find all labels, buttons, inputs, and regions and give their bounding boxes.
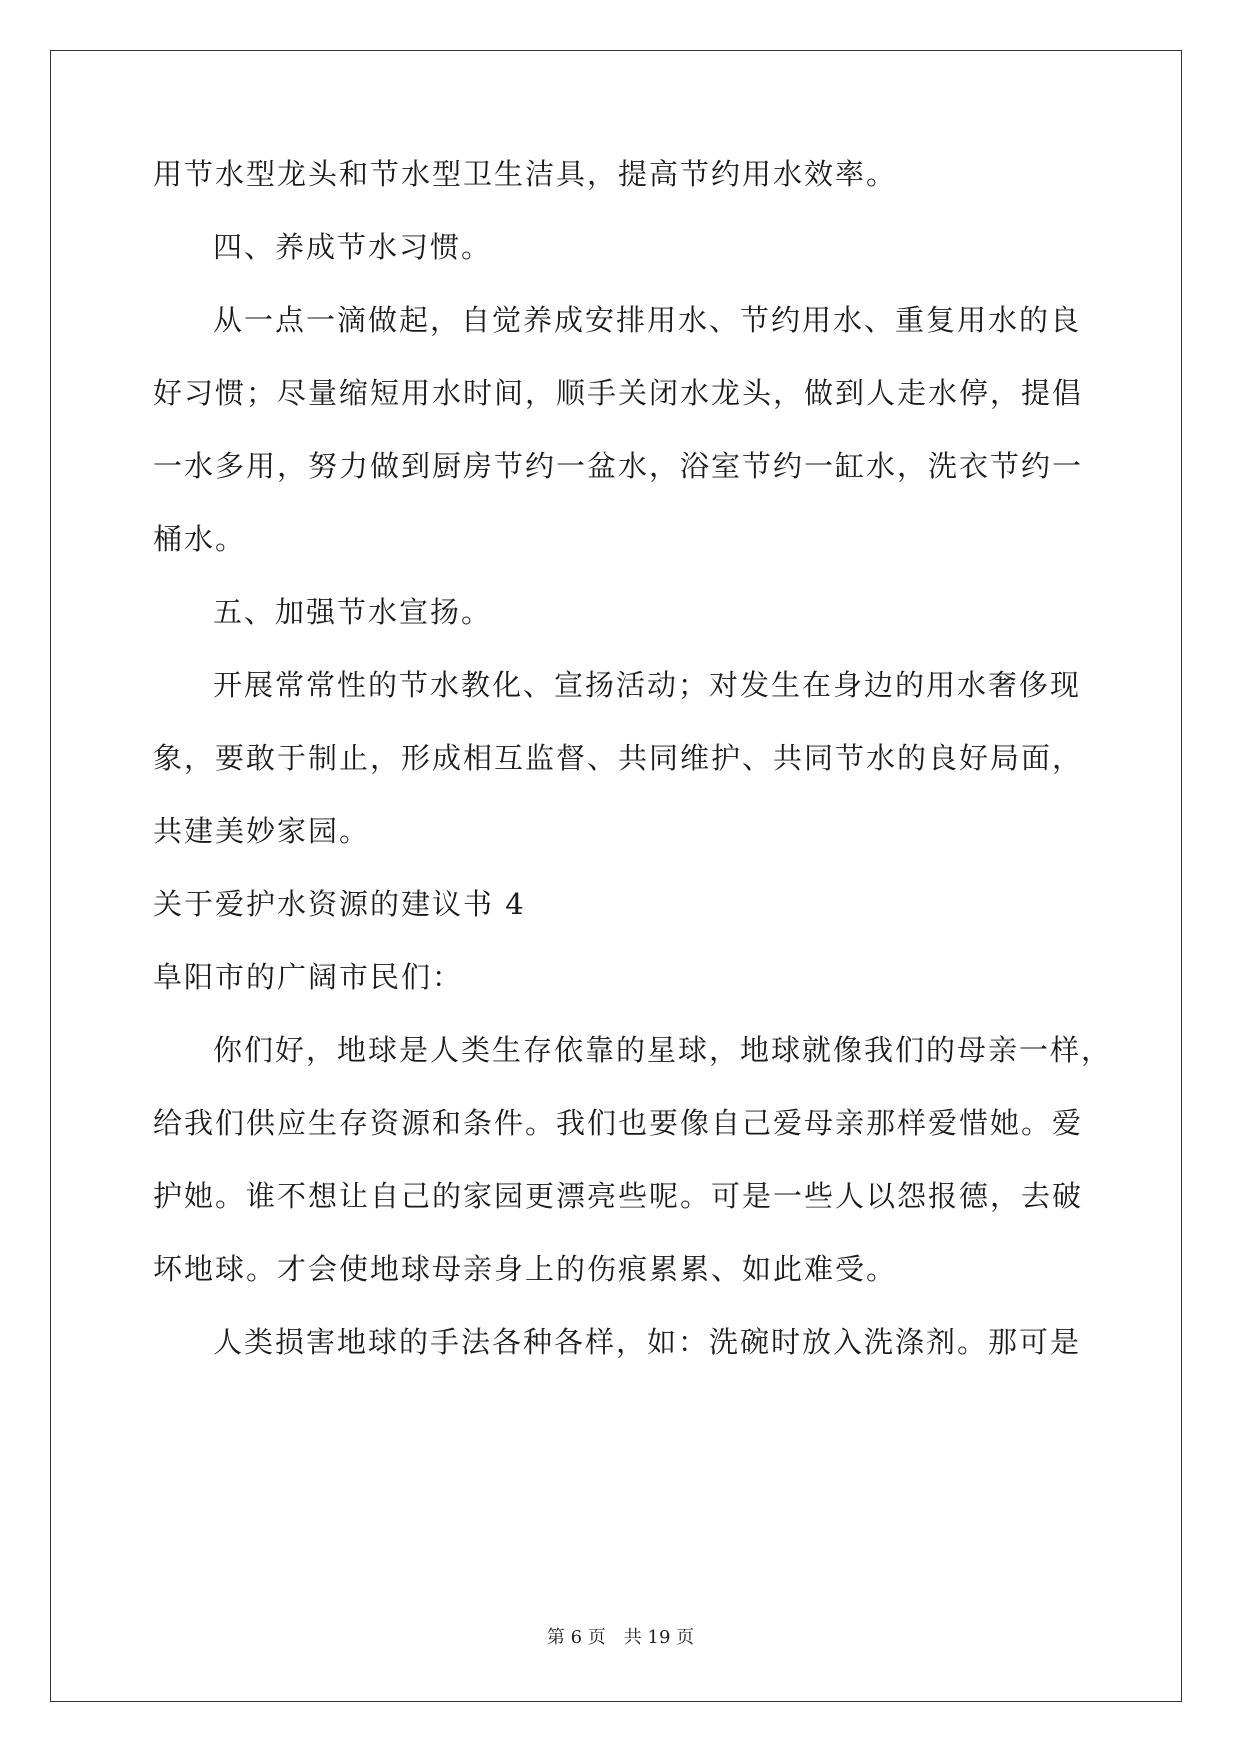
page-border <box>50 50 1182 1702</box>
text-line: 开展常常性的节水教化、宣扬活动；对发生在身边的用水奢侈现 <box>213 668 1082 702</box>
text-line: 共建美妙家园。 <box>153 814 371 848</box>
document-title: 关于爱护水资源的建议书 4 <box>153 887 526 921</box>
text-line: 你们好，地球是人类生存依靠的星球，地球就像我们的母亲一样， <box>213 1033 1113 1067</box>
section-heading: 四、养成节水习惯。 <box>213 230 493 264</box>
section-heading: 五、加强节水宣扬。 <box>213 595 493 629</box>
text-line: 给我们供应生存资源和条件。我们也要像自己爱母亲那样爱惜她。爱 <box>153 1106 1084 1140</box>
text-line: 桶水。 <box>153 522 247 556</box>
text-line: 好习惯；尽量缩短用水时间，顺手关闭水龙头，做到人走水停，提倡 <box>153 376 1084 410</box>
salutation: 阜阳市的广阔市民们： <box>153 960 464 994</box>
page-number-footer: 第 6 页 共 19 页 <box>546 1627 695 1648</box>
text-line: 人类损害地球的手法各种各样，如：洗碗时放入洗涤剂。那可是 <box>213 1325 1082 1359</box>
text-line: 坏地球。才会使地球母亲身上的伤痕累累、如此难受。 <box>153 1252 898 1286</box>
text-line: 象，要敢于制止，形成相互监督、共同维护、共同节水的良好局面， <box>153 741 1084 775</box>
text-line: 用节水型龙头和节水型卫生洁具，提高节约用水效率。 <box>153 157 898 191</box>
text-line: 从一点一滴做起，自觉养成安排用水、节约用水、重复用水的良 <box>213 303 1082 337</box>
text-line: 一水多用，努力做到厨房节约一盆水，浴室节约一缸水，洗衣节约一 <box>153 449 1084 483</box>
text-line: 护她。谁不想让自己的家园更漂亮些呢。可是一些人以怨报德，去破 <box>153 1179 1084 1213</box>
